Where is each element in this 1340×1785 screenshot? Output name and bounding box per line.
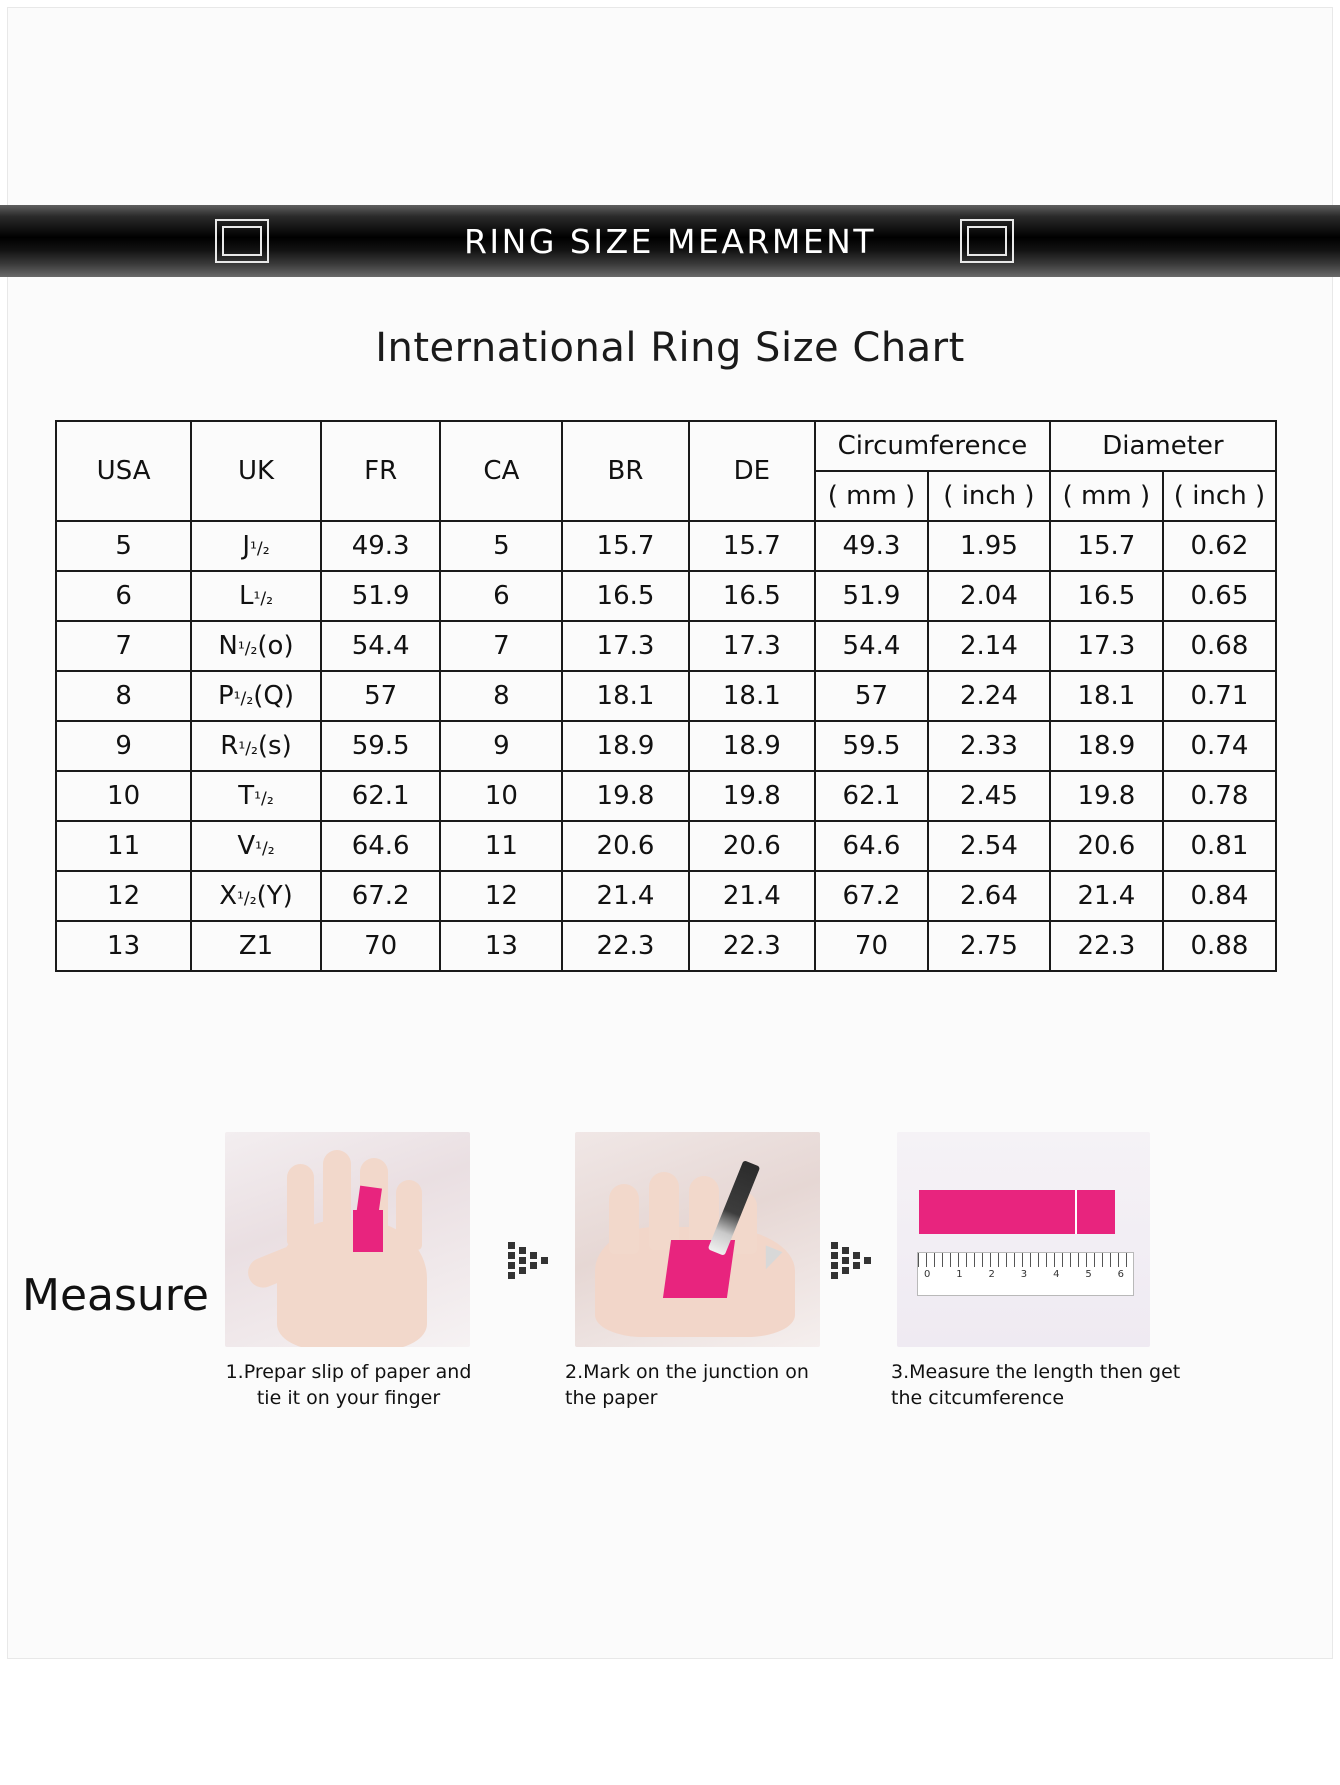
table-cell: R¹/₂(s): [191, 721, 321, 771]
table-cell: 2.64: [928, 871, 1050, 921]
table-cell: 20.6: [1050, 821, 1163, 871]
table-cell: 0.68: [1163, 621, 1276, 671]
table-row: [56, 821, 1276, 871]
table-cell: 21.4: [1050, 871, 1163, 921]
table-cell: T¹/₂: [191, 771, 321, 821]
table-cell: 22.3: [689, 921, 815, 971]
ruler-number: 3: [1020, 1269, 1028, 1280]
table-cell: 57: [815, 671, 928, 721]
ruler-number: 2: [988, 1269, 995, 1280]
table-cell: 51.9: [815, 571, 928, 621]
table-row: [56, 871, 1276, 921]
table-cell: 22.3: [562, 921, 688, 971]
table-cell: 0.62: [1163, 521, 1276, 571]
measure-step-2: [565, 1132, 820, 1409]
table-cell: 2.14: [928, 621, 1050, 671]
column-header-de: DE: [689, 421, 815, 521]
table-header-row-1: [56, 421, 1276, 471]
table-cell: 9: [56, 721, 191, 771]
table-cell: 62.1: [815, 771, 928, 821]
column-header-fr: FR: [321, 421, 441, 521]
step-1-caption: 1.Prepar slip of paper and tie it on your finger: [225, 1361, 472, 1409]
table-cell: 9: [440, 721, 562, 771]
table-cell: 8: [56, 671, 191, 721]
table-cell: 0.65: [1163, 571, 1276, 621]
column-header-br: BR: [562, 421, 688, 521]
table-cell: 11: [440, 821, 562, 871]
table-cell: 10: [56, 771, 191, 821]
ruler-icon: [917, 1252, 1134, 1296]
table-cell: 0.78: [1163, 771, 1276, 821]
ruler-number: 5: [1085, 1269, 1092, 1280]
table-cell: 21.4: [562, 871, 688, 921]
paper-mark: [1075, 1190, 1077, 1234]
table-cell: 0.71: [1163, 671, 1276, 721]
table-cell: 18.9: [689, 721, 815, 771]
table-cell: 19.8: [689, 771, 815, 821]
table-cell: 13: [440, 921, 562, 971]
group-header-circumference: Circumference: [815, 421, 1050, 471]
table-cell: 19.8: [562, 771, 688, 821]
ruler-number: 4: [1053, 1269, 1060, 1280]
table-cell: 19.8: [1050, 771, 1163, 821]
table-row: [56, 621, 1276, 671]
finger-shape: [609, 1184, 639, 1254]
table-cell: 18.9: [1050, 721, 1163, 771]
table-cell: 11: [56, 821, 191, 871]
table-cell: 16.5: [689, 571, 815, 621]
table-cell: 51.9: [321, 571, 441, 621]
step-2-caption: 2.Mark on the junction on the paper: [565, 1361, 809, 1409]
column-header-usa: USA: [56, 421, 191, 521]
table-cell: 17.3: [562, 621, 688, 671]
finger-shape: [323, 1150, 351, 1246]
table-cell: 2.04: [928, 571, 1050, 621]
ruler-number: 1: [956, 1269, 963, 1280]
table-row: [56, 721, 1276, 771]
table-cell: 17.3: [1050, 621, 1163, 671]
finger-shape: [287, 1164, 314, 1246]
column-header-ca: CA: [440, 421, 562, 521]
table-row: [56, 521, 1276, 571]
table-cell: 5: [56, 521, 191, 571]
table-cell: 16.5: [1050, 571, 1163, 621]
ruler-ticks: [918, 1253, 1133, 1267]
step-3-caption: 3.Measure the length then get the citcumference: [891, 1361, 1181, 1409]
table-cell: 17.3: [689, 621, 815, 671]
table-cell: 0.74: [1163, 721, 1276, 771]
table-cell: 2.54: [928, 821, 1050, 871]
table-cell: 64.6: [321, 821, 441, 871]
finger-shape: [649, 1172, 679, 1250]
table-cell: 12: [56, 871, 191, 921]
table-cell: L¹/₂: [191, 571, 321, 621]
table-cell: 15.7: [1050, 521, 1163, 571]
table-cell: Z1: [191, 921, 321, 971]
table-cell: 2.75: [928, 921, 1050, 971]
table-cell: 57: [321, 671, 441, 721]
table-cell: 49.3: [321, 521, 441, 571]
measure-label: Measure: [22, 1270, 209, 1321]
step-2-image: [575, 1132, 820, 1347]
table-cell: 6: [440, 571, 562, 621]
column-header-unit: ( mm ): [815, 471, 928, 521]
column-header-unit: ( inch ): [928, 471, 1050, 521]
paper-strip: [356, 1186, 382, 1219]
ring-size-table: [55, 420, 1277, 972]
step-1-image: [225, 1132, 470, 1347]
table-cell: 10: [440, 771, 562, 821]
measure-step-1: [225, 1132, 472, 1409]
table-cell: X¹/₂(Y): [191, 871, 321, 921]
paper-strip: [919, 1190, 1115, 1234]
table-cell: 18.9: [562, 721, 688, 771]
table-cell: 2.33: [928, 721, 1050, 771]
table-cell: 67.2: [815, 871, 928, 921]
table-cell: 59.5: [321, 721, 441, 771]
table-cell: 7: [440, 621, 562, 671]
table-row: [56, 921, 1276, 971]
step-3-image: [897, 1132, 1150, 1347]
column-header-unit: ( inch ): [1163, 471, 1276, 521]
table-cell: 0.81: [1163, 821, 1276, 871]
table-cell: 20.6: [562, 821, 688, 871]
table-cell: 59.5: [815, 721, 928, 771]
table-cell: 20.6: [689, 821, 815, 871]
table-cell: 6: [56, 571, 191, 621]
banner: [0, 205, 1340, 277]
measure-step-3: [891, 1132, 1181, 1409]
table-row: [56, 571, 1276, 621]
table-cell: 62.1: [321, 771, 441, 821]
table-row: [56, 671, 1276, 721]
table-cell: 2.24: [928, 671, 1050, 721]
table-cell: 1.95: [928, 521, 1050, 571]
table-cell: 21.4: [689, 871, 815, 921]
table-cell: P¹/₂(Q): [191, 671, 321, 721]
finger-shape: [396, 1180, 422, 1250]
table-cell: 18.1: [689, 671, 815, 721]
banner-title: RING SIZE MEARMENT: [463, 221, 877, 261]
table-cell: 0.88: [1163, 921, 1276, 971]
table-cell: 70: [815, 921, 928, 971]
arrow-icon: [831, 1240, 877, 1280]
table-cell: 18.1: [1050, 671, 1163, 721]
column-header-unit: ( mm ): [1050, 471, 1163, 521]
ring-size-table-wrap: [55, 420, 1277, 972]
ruler-number: 0: [924, 1269, 931, 1280]
table-cell: 54.4: [321, 621, 441, 671]
table-cell: 54.4: [815, 621, 928, 671]
table-cell: 18.1: [562, 671, 688, 721]
measure-steps: [225, 1132, 1315, 1452]
arrow-icon: [508, 1240, 554, 1280]
table-cell: 49.3: [815, 521, 928, 571]
table-cell: 16.5: [562, 571, 688, 621]
table-cell: 13: [56, 921, 191, 971]
group-header-diameter: Diameter: [1050, 421, 1276, 471]
table-cell: 70: [321, 921, 441, 971]
table-cell: 22.3: [1050, 921, 1163, 971]
table-row: [56, 771, 1276, 821]
ruler-numbers: [924, 1269, 1124, 1280]
table-cell: N¹/₂(o): [191, 621, 321, 671]
table-cell: 5: [440, 521, 562, 571]
table-cell: 15.7: [562, 521, 688, 571]
page-title: International Ring Size Chart: [375, 325, 965, 371]
table-cell: 8: [440, 671, 562, 721]
table-cell: V¹/₂: [191, 821, 321, 871]
table-cell: 0.84: [1163, 871, 1276, 921]
column-header-uk: UK: [191, 421, 321, 521]
ruler-number: 6: [1117, 1269, 1124, 1280]
square-icon: [960, 219, 1014, 263]
table-cell: 2.45: [928, 771, 1050, 821]
table-cell: 12: [440, 871, 562, 921]
square-icon: [215, 219, 269, 263]
table-cell: J¹/₂: [191, 521, 321, 571]
table-cell: 15.7: [689, 521, 815, 571]
table-cell: 64.6: [815, 821, 928, 871]
table-body: [56, 421, 1276, 971]
table-cell: 67.2: [321, 871, 441, 921]
table-cell: 7: [56, 621, 191, 671]
